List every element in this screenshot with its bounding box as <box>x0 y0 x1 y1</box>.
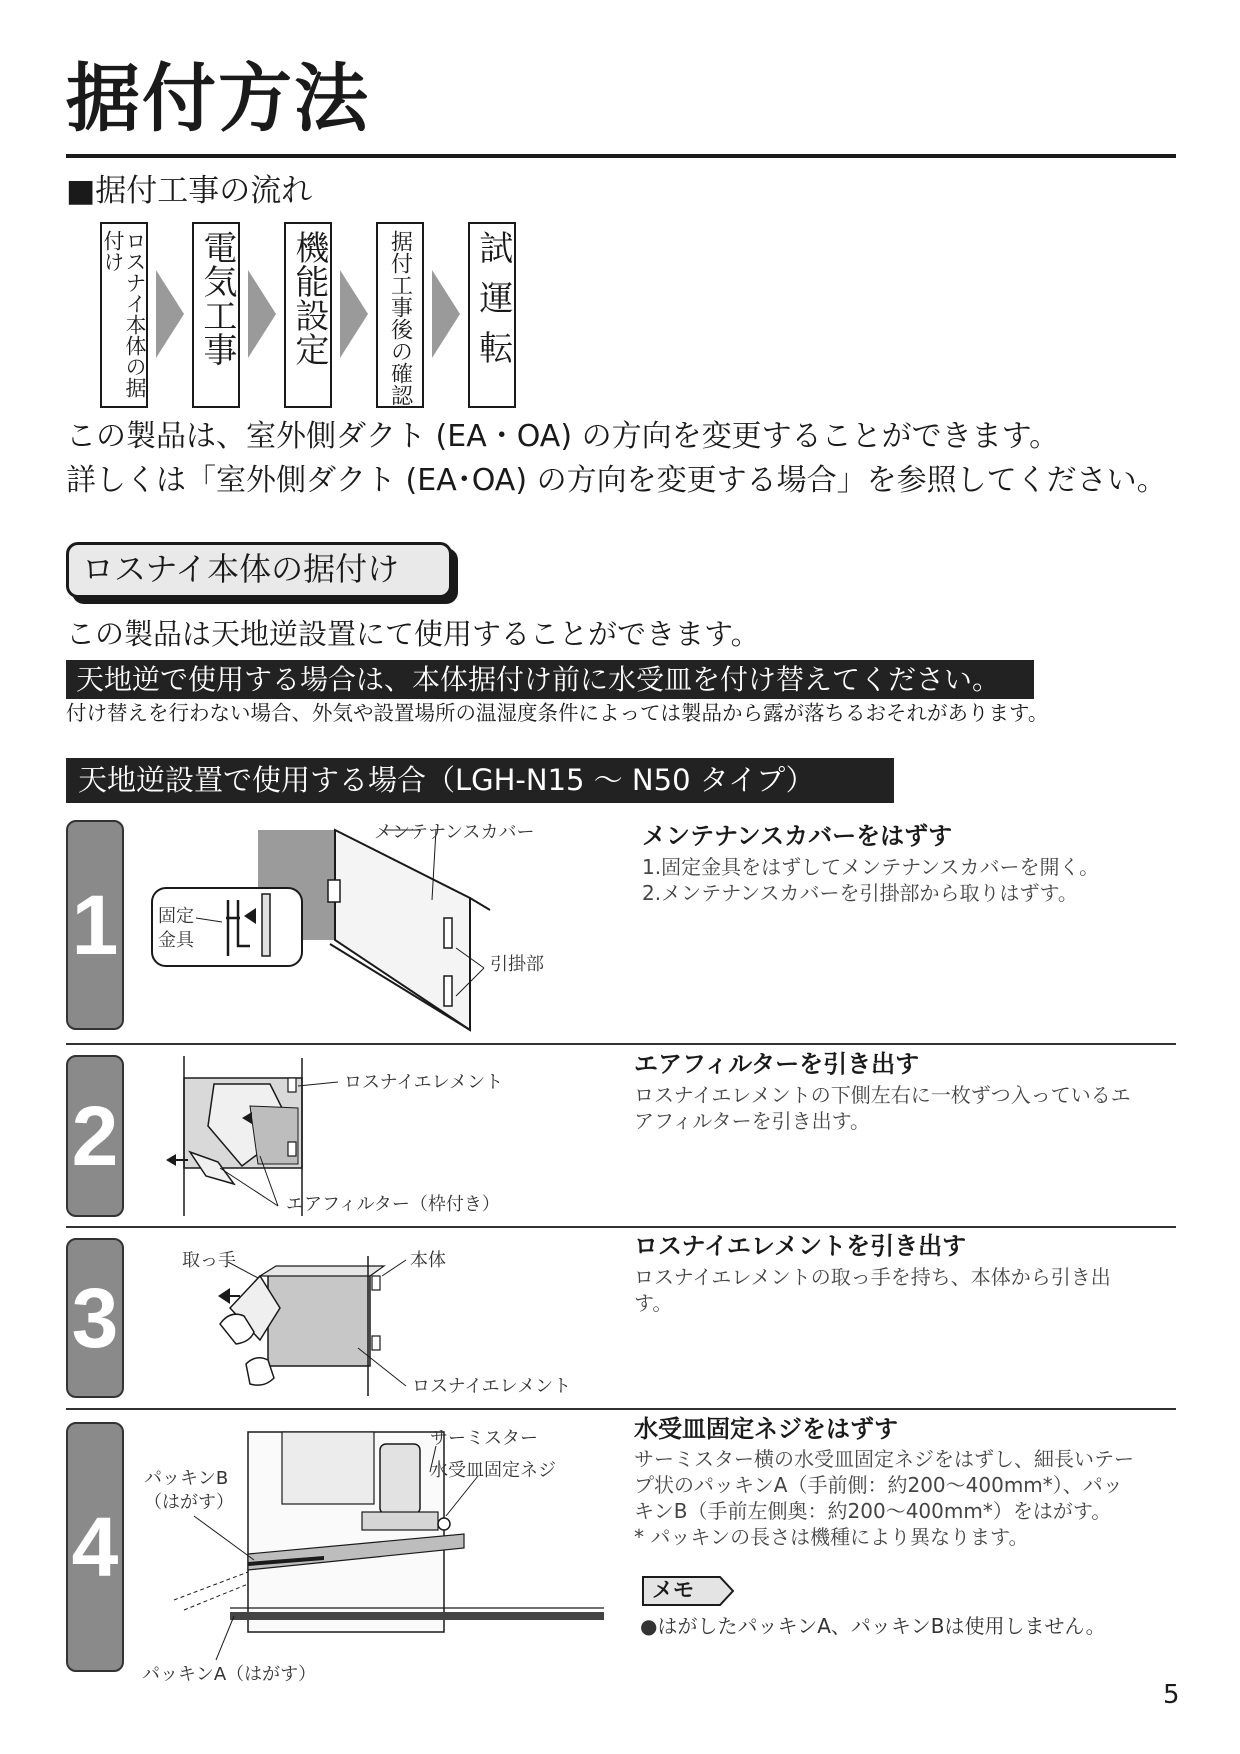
page-title: 据付方法 <box>66 56 370 142</box>
page-number: 5 <box>1163 1680 1180 1710</box>
label-thermistor: サーミスター <box>430 1428 538 1449</box>
flow-step-box <box>100 222 148 408</box>
flow-arrow-icon <box>248 270 276 358</box>
step4-illustration <box>134 1424 624 1688</box>
flow-step-box <box>192 222 240 408</box>
label-screw: 水受皿固定ネジ <box>430 1460 556 1481</box>
step-footnote: * パッキンの長さは機種により異なります。 <box>634 1525 1029 1549</box>
packing-a-strip <box>230 1612 604 1620</box>
label-packing-a: パッキンA（はがす） <box>142 1664 317 1685</box>
section-heading: ロスナイ本体の据付け <box>82 550 400 588</box>
direction-note: この製品は、室外側ダクト (EA・OA) の方向を変更することができます。 <box>66 419 1060 454</box>
step-body-line: プ状のパッキンA（手前側：約200～400mm*）、パッ <box>634 1473 1123 1497</box>
warning-banner: 天地逆で使用する場合は、本体据付け前に水受皿を付け替えてください。 <box>66 660 1034 699</box>
label-fixing-1: 固定 <box>158 906 194 927</box>
step-number: 3 <box>66 1238 124 1398</box>
label-element: ロスナイエレメント <box>412 1376 572 1397</box>
label-packing-b-note: （はがす） <box>144 1492 234 1513</box>
step-body-line: 2.メンテナンスカバーを引掛部から取りはずす。 <box>642 881 1078 905</box>
flow-step-label: ロスナイ本体の据付け <box>101 230 148 398</box>
label-body: 本体 <box>410 1250 446 1271</box>
step-body-line: アフィルターを引き出す。 <box>634 1109 870 1133</box>
step-title: 水受皿固定ネジをはずす <box>634 1415 898 1443</box>
flow-step-box <box>376 222 424 408</box>
step-body-line: サーミスター横の水受皿固定ネジをはずし、細長いテー <box>634 1447 1134 1471</box>
label-handle: 取っ手 <box>182 1250 236 1271</box>
warning-detail: 付け替えを行わない場合、外気や設置場所の温湿度条件によっては製品から露が落ちるおそれがあります。 <box>66 701 1049 725</box>
step-body <box>634 1082 1131 1134</box>
step-title: メンテナンスカバーをはずす <box>642 822 953 850</box>
step2-illustration <box>150 1056 590 1224</box>
step-body-line: ロスナイエレメントの下側左右に一枚ずつ入っているエ <box>634 1083 1131 1107</box>
label-hook: 引掛部 <box>490 954 544 975</box>
flow-step-label: 据付工事後の確認 <box>387 230 413 406</box>
step-divider <box>66 1043 1176 1045</box>
title-divider <box>66 154 1176 158</box>
step-body-line: キンB（手前左側奥：約200～400mm*）をはがす。 <box>634 1499 1112 1523</box>
case-heading: 天地逆設置で使用する場合（LGH-N15 ～ N50 タイプ） <box>66 758 894 803</box>
reference-note: 詳しくは「室外側ダクト (EA･OA) の方向を変更する場合」を参照してください。 <box>66 463 1167 498</box>
flow-step-box <box>468 222 516 408</box>
step-divider <box>66 1408 1176 1410</box>
step-body-line: す。 <box>634 1291 673 1315</box>
thermistor-shape <box>380 1444 420 1514</box>
flow-step-label: 電気工事 <box>196 230 237 366</box>
step-number: 1 <box>66 820 124 1030</box>
flow-step-label: 機能設定 <box>288 230 329 366</box>
step-number: 4 <box>66 1422 124 1672</box>
flow-arrow-icon <box>432 270 460 358</box>
step-title: エアフィルターを引き出す <box>634 1050 920 1078</box>
label-fixing-2: 金具 <box>158 930 194 951</box>
step-body <box>634 1446 1134 1550</box>
install-note: この製品は天地逆設置にて使用することができます。 <box>66 617 760 651</box>
step-divider <box>66 1226 1176 1228</box>
flow-arrow-icon <box>156 270 184 358</box>
step3-illustration <box>150 1236 590 1408</box>
label-maintenance-cover: メンテナンスカバー <box>374 822 535 843</box>
step1-illustration <box>140 818 620 1040</box>
step-body <box>642 854 1099 906</box>
label-element: ロスナイエレメント <box>344 1072 504 1093</box>
memo-text: ●はがしたパッキンA、パッキンBは使用しません。 <box>640 1614 1106 1638</box>
flow-step-box <box>284 222 332 408</box>
step-body-line: 1.固定金具をはずしてメンテナンスカバーを開く。 <box>642 855 1100 879</box>
flow-step-label: 試運転 <box>472 230 513 380</box>
flow-heading: ■据付工事の流れ <box>66 173 313 209</box>
step-body-line: ロスナイエレメントの取っ手を持ち、本体から引き出 <box>634 1265 1111 1289</box>
screw-icon <box>438 1518 450 1530</box>
step-number: 2 <box>66 1055 124 1217</box>
element-shape <box>268 1272 370 1366</box>
step-title: ロスナイエレメントを引き出す <box>634 1232 967 1260</box>
step-body <box>634 1264 1111 1316</box>
flow-arrow-icon <box>340 270 368 358</box>
label-filter: エアフィルター（枠付き） <box>286 1194 500 1215</box>
label-packing-b: パッキンB <box>144 1468 229 1489</box>
memo-label: メモ <box>652 1578 694 1602</box>
